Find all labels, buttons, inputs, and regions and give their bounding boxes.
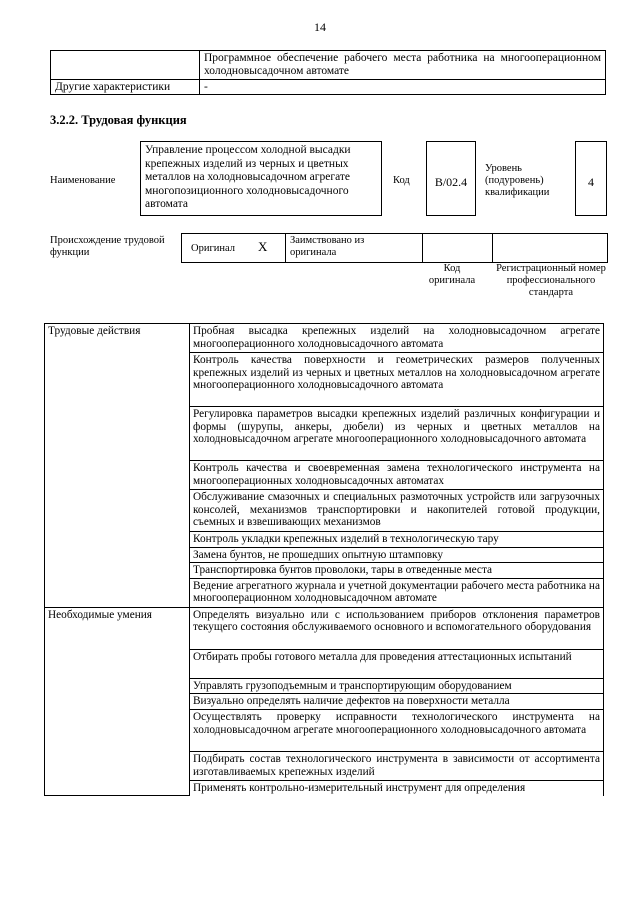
level-label: Уровень (подуровень) квалификации: [485, 163, 550, 198]
table-row: [45, 607, 604, 649]
divider: [492, 234, 493, 262]
skill-item: Определять визуально или с использованием приборов отклонения параметров текущего состояния обслуживаемого основного и вспомогательного оборудования: [190, 607, 604, 649]
section-heading: 3.2.2. Трудовая функция: [50, 113, 187, 127]
labor-action-item: Контроль качества и своевременная замена технологического инструмента на многооперационных холодновысадочных автоматах: [190, 461, 604, 490]
table-row: [51, 51, 606, 80]
skill-item: Отбирать пробы готового металла для проведения аттестационных испытаний: [190, 649, 604, 678]
other-characteristics-value: -: [200, 80, 606, 95]
original-label: Оригинал: [191, 243, 235, 254]
labor-action-item: Замена бунтов, не прошедших опытную штамповку: [190, 547, 604, 563]
labor-action-item: Транспортировка бунтов проволоки, тары в отведенные места: [190, 563, 604, 579]
skill-item: Подбирать состав технологического инструмента в зависимости от ассортимента изготавливаемых крепежных изделий: [190, 751, 604, 780]
borrowed-label: Заимствовано из оригинала: [290, 235, 365, 258]
function-name-box: Управление процессом холодной высадки крепежных изделий из черных и цветных металлов на холодновысадочном агрегате многопозиционного холодновысадочного автомата: [140, 141, 382, 216]
labor-action-item: Контроль качества поверхности и геометрических размеров полученных крепежных изделий из черных и цветных металлов на холодновысадочном агрегате многооперационного холодновысадочного автомата: [190, 353, 604, 407]
skill-item: Управлять грузоподъемным и транспортирующим оборудованием: [190, 678, 604, 694]
labor-action-item: Регулировка параметров высадки крепежных изделий различных конфигурации и формы (шурупы, анкеры, дюбели) из черных и цветных металлов на холодновысадочном агрегате многооперационного холодновысадочного автомата: [190, 407, 604, 461]
origin-box: [181, 233, 608, 263]
top-table: [50, 50, 606, 95]
divider: [285, 234, 286, 262]
code-label: Код: [393, 175, 410, 186]
skill-item: Визуально определять наличие дефектов на поверхности металла: [190, 694, 604, 710]
skill-item: Применять контрольно-измерительный инструмент для определения: [190, 780, 604, 795]
code-original-caption: Код оригинала: [428, 263, 476, 286]
table-row: [45, 324, 604, 353]
labor-action-item: Контроль укладки крепежных изделий в технологическую тару: [190, 532, 604, 548]
table-cell-empty: [51, 51, 200, 80]
skill-item: Осуществлять проверку исправности технологического инструмента на холодновысадочном агрегате многооперационного холодновысадочного автомата: [190, 709, 604, 751]
level-value-box: 4: [575, 141, 607, 216]
original-mark: X: [258, 239, 268, 254]
labor-action-item: Ведение агрегатного журнала и учетной документации рабочего места работника на многооперационном холодновысадочном автомате: [190, 578, 604, 607]
skills-label: Необходимые умения: [45, 607, 190, 795]
software-cell: Программное обеспечение рабочего места работника на многооперационном холодновысадочном автомате: [200, 51, 606, 80]
reg-number-caption: Регистрационный номер профессионального стандарта: [496, 263, 606, 298]
main-table: [44, 323, 604, 796]
table-row: [51, 80, 606, 95]
divider: [422, 234, 423, 262]
page-number: 14: [314, 20, 326, 34]
labor-action-item: Пробная высадка крепежных изделий на холодновысадочном агрегате многооперационного холодновысадочного автомата: [190, 324, 604, 353]
function-code-box: B/02.4: [426, 141, 476, 216]
other-characteristics-label: Другие характеристики: [51, 80, 200, 95]
labor-action-item: Обслуживание смазочных и специальных размоточных устройств или загрузочных консолей, механизмов транспортировки и накопителей готовой продукции, съемных и взвешивающих механизмов: [190, 490, 604, 532]
name-label: Наименование: [50, 175, 116, 186]
labor-actions-label: Трудовые действия: [45, 324, 190, 608]
origin-label: Происхождение трудовой функции: [50, 235, 165, 258]
